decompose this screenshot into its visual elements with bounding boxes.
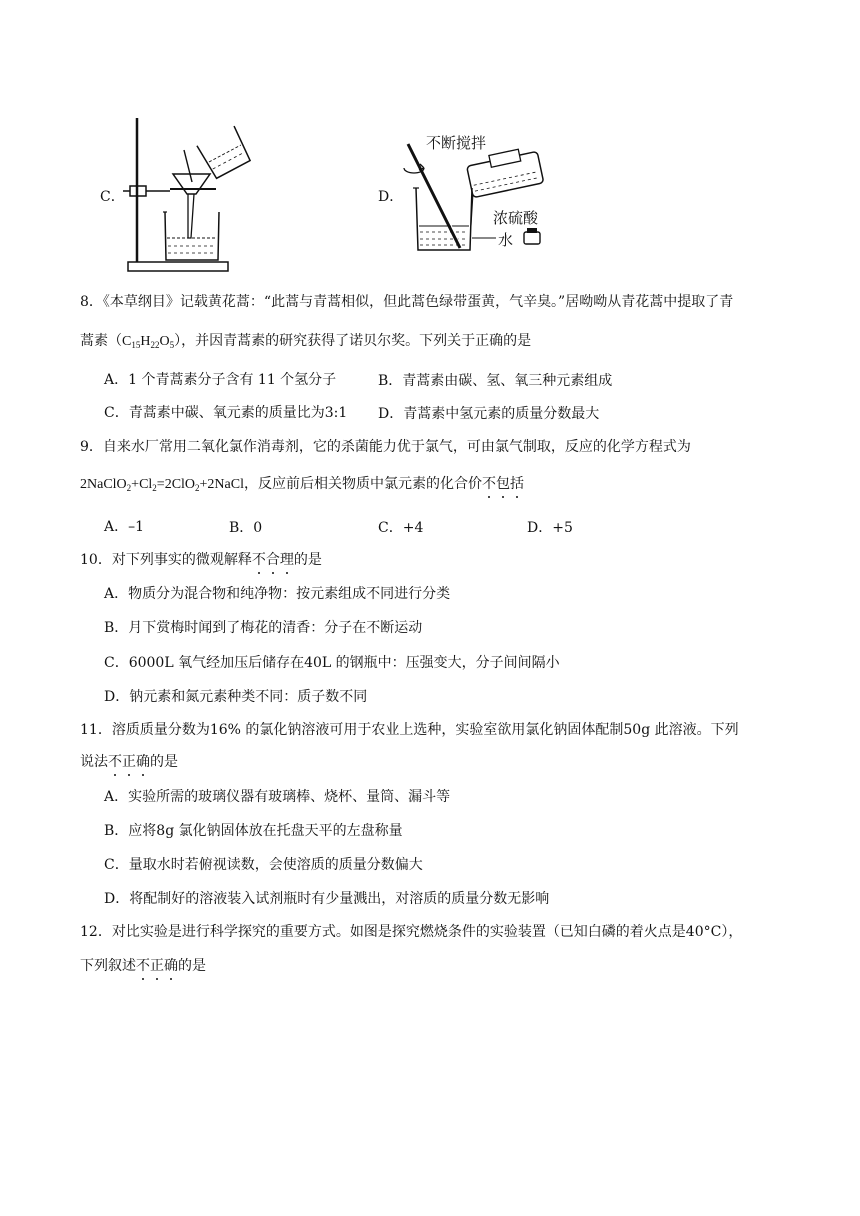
q8-option-a: A．1 个青蒿素分子含有 11 个氢分子 — [104, 372, 337, 388]
q9-option-b: B．0 — [229, 520, 263, 536]
q12-emph-2: 正 — [150, 958, 164, 974]
q8-stem-line1: 8．《本草纲目》记载黄花蒿：“此蒿与青蒿相似，但此蒿色绿带蛋黄，气辛臭。”居呦呦从青花蒿中提取了青 — [80, 294, 734, 310]
q10-emph-1: 不 — [251, 552, 266, 568]
q8-option-b: B．青蒿素由碳、氢、氧三种元素组成 — [378, 373, 613, 389]
q12-emph-3: 确 — [164, 958, 178, 974]
q11-emph-2: 正 — [122, 754, 136, 770]
figure-c-label: C． — [100, 189, 125, 205]
acid-text: 浓硫酸 — [493, 209, 539, 227]
q9-option-d: D．+5 — [527, 520, 573, 536]
q12-stem-line1: 12．对比实验是进行科学探究的重要方式。如图是探究燃烧条件的实验装置（已知白磷的着火点是40°C）， — [80, 924, 743, 940]
q9-option-c: C．+4 — [378, 520, 424, 536]
q9-option-a: A．–1 — [104, 519, 145, 535]
q10-emph-3: 理 — [279, 552, 294, 568]
q9-emph-3: 括 — [509, 476, 524, 492]
water-text: 水 — [498, 231, 514, 249]
q10-emph-2: 合 — [265, 552, 280, 568]
q12-emph-1: 不 — [136, 958, 150, 974]
q9-stem-line2 — [80, 474, 524, 498]
q10-option-d: D．钠元素和氮元素种类不同：质子数不同 — [104, 689, 368, 705]
q12-stem-line2: 下列叙述不正确的是 — [80, 958, 206, 974]
q10-option-a: A．物质分为混合物和纯净物：按元素组成不同进行分类 — [104, 586, 451, 602]
q8-formula: $C_{15}H_{22}O_5$ — [122, 334, 175, 350]
stir-text: 不断搅拌 — [426, 134, 487, 152]
q10-option-b: B．月下赏梅时闻到了梅花的清香：分子在不断运动 — [104, 620, 423, 636]
q11-emph-3: 确 — [136, 754, 150, 770]
q11-stem-line2: 说法不正确的是 — [80, 754, 178, 770]
q11-option-d: D．将配制好的溶液装入试剂瓶时有少量溅出，对溶质的质量分数无影响 — [104, 891, 550, 907]
acid-dilution-figure — [398, 128, 558, 260]
q11-stem-line1: 11．溶质质量分数为16% 的氯化钠溶液可用于农业上选种，实验室欲用氯化钠固体配制50g 此溶液。下列 — [80, 722, 739, 738]
q11-option-c: C．量取水时若俯视读数，会使溶质的质量分数偏大 — [104, 857, 423, 873]
q9-stem-line1: 9．自来水厂常用二氧化氯作消毒剂，它的杀菌能力优于氯气，可由氯气制取，反应的化学方程式为 — [80, 439, 691, 455]
q11-option-b: B．应将8g 氯化钠固体放在托盘天平的左盘称量 — [104, 823, 403, 839]
q8-stem-line2 — [80, 331, 531, 355]
q9-emph-1: 不 — [481, 476, 496, 492]
figure-d-label: D． — [378, 189, 404, 205]
q10-option-c: C．6000L 氧气经加压后储存在40L 的钢瓶中：压强变大，分子间间隔小 — [104, 655, 560, 671]
q8-option-c: C．青蒿素中碳、氧元素的质量比为3:1 — [104, 405, 348, 421]
q8-option-d: D．青蒿素中氢元素的质量分数最大 — [378, 406, 600, 422]
q8-text-b: ），并因青蒿素的研究获得了诺贝尔奖。下列关于正确的是 — [174, 333, 532, 349]
q9-equation: $2NaClO_2+Cl_2=2ClO_2+2NaCl$ — [80, 477, 244, 493]
q8-text-a: 蒿素（ — [80, 333, 122, 349]
q11-option-a: A．实验所需的玻璃仪器有玻璃棒、烧杯、量筒、漏斗等 — [104, 789, 451, 805]
q9-emph-2: 包 — [495, 476, 510, 492]
q10-stem: 10．对下列事实的微观解释不合理的是 — [80, 552, 322, 568]
q9-text-b: ，反应前后相关物质中氯元素的化合价 — [243, 476, 482, 492]
q11-emph-1: 不 — [108, 754, 122, 770]
filtration-apparatus-figure — [118, 110, 258, 278]
